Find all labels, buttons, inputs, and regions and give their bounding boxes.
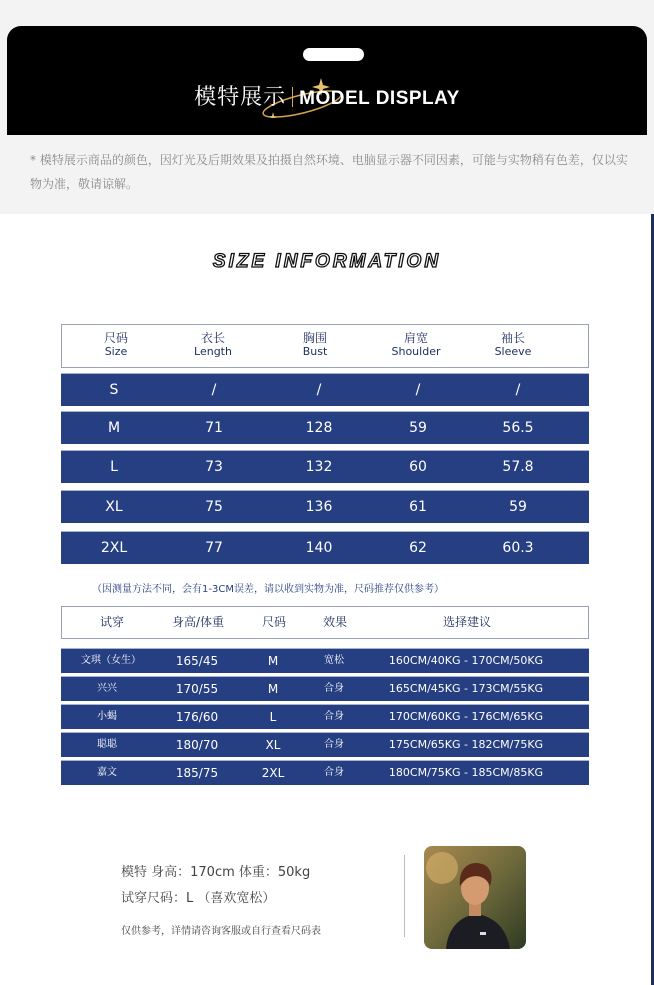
size-table bbox=[61, 324, 589, 564]
header-suggestion: 选择建议 bbox=[442, 615, 491, 629]
size-row bbox=[61, 373, 589, 406]
cell-shoulder: / bbox=[415, 382, 421, 398]
cell-shoulder: 62 bbox=[409, 540, 427, 556]
cell-length: 75 bbox=[205, 499, 223, 515]
model-display-banner bbox=[7, 26, 647, 135]
cell-suggestion: 160CM/40KG - 170CM/50KG bbox=[388, 654, 544, 667]
try-on-row bbox=[61, 732, 589, 757]
cell-size: M bbox=[267, 682, 279, 696]
cell-fit: 合身 bbox=[324, 711, 344, 722]
cell-size: 2XL bbox=[261, 766, 285, 780]
try-on-row bbox=[61, 676, 589, 701]
title-zh: 模特展示 bbox=[194, 85, 287, 110]
try-on-row bbox=[61, 760, 589, 785]
header-bust-en: Bust bbox=[302, 345, 328, 358]
header-sleeve-en: Sleeve bbox=[494, 345, 532, 358]
cell-shoulder: 60 bbox=[409, 459, 427, 475]
cell-size: L bbox=[269, 710, 277, 724]
banner-title bbox=[7, 80, 647, 111]
cell-size: M bbox=[267, 654, 279, 668]
hang-slot bbox=[303, 48, 364, 61]
cell-height-weight: 176/60 bbox=[175, 710, 219, 724]
header-size-en: Size bbox=[104, 345, 128, 358]
try-on-row bbox=[61, 704, 589, 729]
cell-suggestion: 175CM/65KG - 182CM/75KG bbox=[388, 738, 544, 751]
cell-tester: 文琪（女生） bbox=[81, 655, 141, 666]
cell-fit: 合身 bbox=[324, 683, 344, 694]
cell-height-weight: 165/45 bbox=[175, 654, 219, 668]
size-row bbox=[61, 450, 589, 483]
header-length-en: Length bbox=[194, 345, 232, 358]
header-size-zh: 尺码 bbox=[103, 331, 128, 345]
cell-sleeve: 57.8 bbox=[502, 459, 534, 475]
header-tester: 试穿 bbox=[99, 615, 124, 629]
model-info bbox=[121, 860, 310, 912]
cell-height-weight: 180/70 bbox=[175, 738, 219, 752]
model-size: 试穿尺码：L （喜欢宽松） bbox=[121, 891, 276, 906]
cell-sleeve: 60.3 bbox=[502, 540, 534, 556]
cell-bust: 128 bbox=[305, 420, 333, 436]
try-on-table bbox=[61, 606, 589, 786]
model-photo bbox=[424, 846, 526, 949]
header-height-weight: 身高/体重 bbox=[171, 615, 225, 629]
cell-fit: 合身 bbox=[324, 739, 344, 750]
cell-size: S bbox=[109, 382, 119, 398]
header-bust bbox=[265, 331, 365, 359]
color-notice: * 模特展示商品的颜色，因灯光及后期效果及拍摄自然环境、电脑显示器不同因素，可能与实物稍有色差，仅以实物为准，敬请谅解。 bbox=[30, 153, 628, 191]
cell-height-weight: 170/55 bbox=[175, 682, 219, 696]
cell-size: 2XL bbox=[100, 540, 128, 556]
try-on-row bbox=[61, 648, 589, 673]
title-en: MODEL DISPLAY bbox=[299, 88, 460, 109]
cell-suggestion: 170CM/60KG - 176CM/65KG bbox=[388, 710, 544, 723]
header-shoulder-en: Shoulder bbox=[391, 345, 441, 358]
cell-tester: 聪聪 bbox=[97, 739, 117, 750]
measurement-note: （因测量方法不同，会有1-3CM误差，请以收到实物为准，尺码推荐仅供参考） bbox=[92, 584, 444, 595]
cell-shoulder: 59 bbox=[409, 420, 427, 436]
cell-tester: 小蝎 bbox=[97, 711, 117, 722]
cell-bust: 132 bbox=[305, 459, 333, 475]
cell-fit: 合身 bbox=[324, 767, 344, 778]
cell-bust: / bbox=[316, 382, 322, 398]
vertical-divider bbox=[404, 855, 405, 937]
size-row bbox=[61, 490, 589, 523]
cell-length: / bbox=[211, 382, 217, 398]
cell-suggestion: 165CM/45KG - 173CM/55KG bbox=[388, 682, 544, 695]
cell-size: XL bbox=[265, 738, 281, 752]
model-stats: 模特 身高：170cm 体重：50kg bbox=[121, 865, 311, 880]
header-length bbox=[163, 331, 263, 359]
cell-bust: 140 bbox=[305, 540, 333, 556]
size-row bbox=[61, 531, 589, 564]
cell-shoulder: 61 bbox=[409, 499, 427, 515]
size-information-title: SIZE INFORMATION bbox=[212, 251, 442, 272]
size-row bbox=[61, 411, 589, 444]
header-sleeve-zh: 袖长 bbox=[500, 331, 525, 345]
header-length-zh: 衣长 bbox=[200, 331, 225, 345]
cell-tester: 嘉文 bbox=[97, 767, 117, 778]
cell-suggestion: 180CM/75KG - 185CM/85KG bbox=[388, 766, 544, 779]
header-size bbox=[66, 331, 166, 359]
header-size: 尺码 bbox=[261, 615, 286, 629]
try-on-header bbox=[61, 606, 589, 639]
cell-length: 73 bbox=[205, 459, 223, 475]
cell-length: 77 bbox=[205, 540, 223, 556]
title-divider bbox=[292, 87, 293, 107]
header-sleeve bbox=[463, 331, 563, 359]
model-portrait-image bbox=[424, 846, 526, 949]
model-reference-note: 仅供参考，详情请咨询客服或自行查看尺码表 bbox=[121, 926, 321, 937]
size-table-header bbox=[61, 324, 589, 368]
cell-length: 71 bbox=[205, 420, 223, 436]
top-section bbox=[0, 0, 654, 214]
cell-size: XL bbox=[105, 499, 123, 515]
cell-size: M bbox=[107, 420, 121, 436]
cell-sleeve: 59 bbox=[509, 499, 527, 515]
cell-fit: 宽松 bbox=[324, 655, 344, 666]
header-shoulder bbox=[366, 331, 466, 359]
cell-height-weight: 185/75 bbox=[175, 766, 219, 780]
cell-size: L bbox=[110, 459, 118, 475]
cell-bust: 136 bbox=[305, 499, 333, 515]
header-fit: 效果 bbox=[322, 615, 347, 629]
header-shoulder-zh: 肩宽 bbox=[403, 331, 428, 345]
cell-sleeve: 56.5 bbox=[502, 420, 534, 436]
header-bust-zh: 胸围 bbox=[302, 331, 327, 345]
cell-tester: 兴兴 bbox=[97, 683, 117, 694]
cell-sleeve: / bbox=[515, 382, 521, 398]
